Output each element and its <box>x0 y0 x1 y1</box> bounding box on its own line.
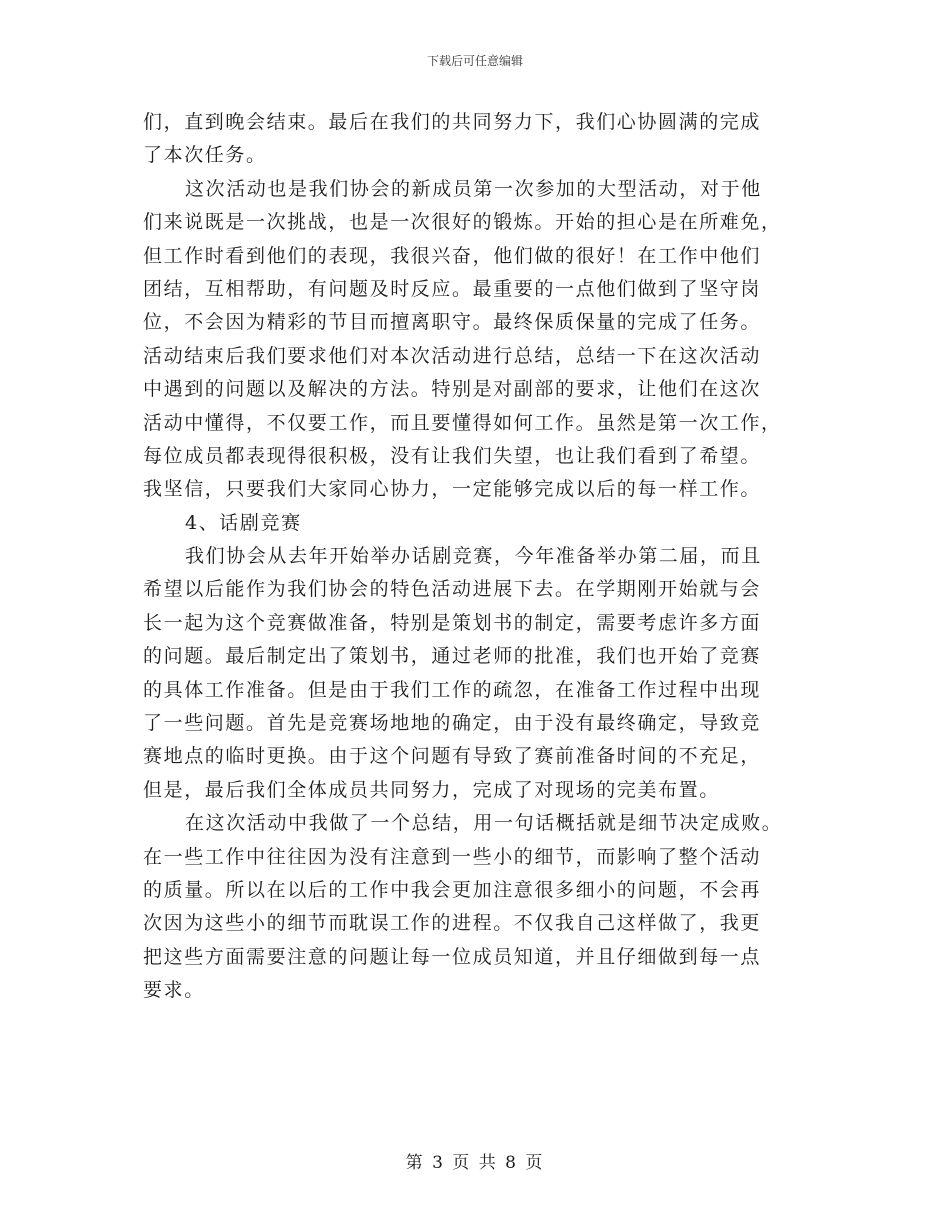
text-line: 了本次任务。 <box>143 144 267 167</box>
text-line: 我坚信，只要我们大家同心协力，一定能够完成以后的每一样工作。 <box>143 478 762 501</box>
text-line: 中遇到的问题以及解决的方法。特别是对副部的要求，让他们在这次 <box>143 378 762 401</box>
page-header: 下载后可任意编辑 <box>426 54 523 68</box>
text-line: 次因为这些小的细节而耽误工作的进程。不仅我自己这样做了，我更 <box>143 912 762 935</box>
text-line: 在一些工作中往往因为没有注意到一些小的细节，而影响了整个活动 <box>143 845 762 868</box>
text-line: 希望以后能作为我们协会的特色活动进展下去。在学期刚开始就与会 <box>143 578 762 601</box>
text-line: 赛地点的临时更换。由于这个问题有导致了赛前准备时间的不充足， <box>143 745 762 768</box>
text-line: 位，不会因为精彩的节目而擅离职守。最终保质保量的完成了任务。 <box>143 311 762 334</box>
text-line: 把这些方面需要注意的问题让每一位成员知道，并且仔细做到每一点 <box>143 945 762 968</box>
text-line: 了一些问题。首先是竞赛场地地的确定，由于没有最终确定，导致竞 <box>143 712 762 735</box>
text-line: 的具体工作准备。但是由于我们工作的疏忽，在准备工作过程中出现 <box>143 678 762 701</box>
page-number: 第 3 页 共 8 页 <box>405 1153 545 1173</box>
text-line: 活动结束后我们要求他们对本次活动进行总结，总结一下在这次活动 <box>143 344 762 367</box>
document-body <box>143 106 813 1008</box>
text-line: 4、话剧竞赛 <box>185 511 302 534</box>
text-line: 但是，最后我们全体成员共同努力，完成了对现场的完美布置。 <box>143 778 720 801</box>
text-line: 但工作时看到他们的表现，我很兴奋，他们做的很好！在工作中他们 <box>143 244 762 267</box>
text-line: 们来说既是一次挑战，也是一次很好的锻炼。开始的担心是在所难免， <box>143 211 782 234</box>
text-line: 我们协会从去年开始举办话剧竞赛，今年准备举办第二届，而且 <box>185 545 762 568</box>
text-line: 团结，互相帮助，有问题及时反应。最重要的一点他们做到了坚守岗 <box>143 277 762 300</box>
text-line: 长一起为这个竞赛做准备，特别是策划书的制定，需要考虑许多方面 <box>143 611 762 634</box>
text-line: 每位成员都表现得很积极，没有让我们失望，也让我们看到了希望。 <box>143 444 762 467</box>
text-line: 这次活动也是我们协会的新成员第一次参加的大型活动，对于他 <box>185 177 762 200</box>
text-line: 要求。 <box>143 979 205 1002</box>
text-line: 活动中懂得，不仅要工作，而且要懂得如何工作。虽然是第一次工作， <box>143 411 782 434</box>
text-line: 的问题。最后制定出了策划书，通过老师的批准，我们也开始了竞赛 <box>143 645 762 668</box>
text-line: 在这次活动中我做了一个总结，用一句话概括就是细节决定成败。 <box>185 812 783 835</box>
text-line: 的质量。所以在以后的工作中我会更加注意很多细小的问题，不会再 <box>143 878 762 901</box>
text-line: 们，直到晚会结束。最后在我们的共同努力下，我们心协圆满的完成 <box>143 111 762 133</box>
